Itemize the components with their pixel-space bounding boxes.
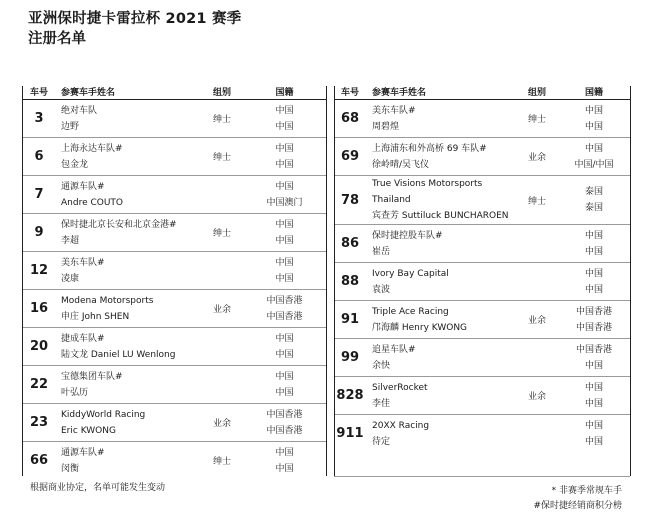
entry-row	[334, 301, 630, 339]
driver-name: 待定	[372, 436, 391, 447]
team-name: 美东车队#	[372, 105, 416, 116]
group-class	[516, 339, 558, 377]
nationality: 中国	[584, 268, 603, 279]
driver-name: 李超	[61, 235, 80, 246]
nationality: 中国	[584, 284, 603, 295]
nationality: 中国	[275, 159, 294, 170]
nationality: 中国香港	[266, 295, 303, 306]
team-driver-cell	[55, 214, 201, 252]
car-number: 6	[23, 138, 55, 176]
nationality-cell	[243, 366, 326, 404]
group-class	[201, 328, 243, 366]
team-name: 通源车队#	[61, 181, 105, 192]
nationality: 中国	[584, 143, 603, 154]
driver-name: 邝海麟 Henry KWONG	[372, 322, 468, 333]
team-driver-cell	[55, 328, 201, 366]
group-class: 绅士	[516, 176, 558, 225]
entry-row	[334, 100, 630, 138]
entry-row	[23, 328, 326, 366]
nationality: 中国	[275, 349, 294, 360]
nationality-cell	[243, 138, 326, 176]
nationality: 中国	[275, 181, 294, 192]
car-number: 16	[23, 290, 55, 328]
frame-line	[334, 476, 630, 477]
nationality: 中国香港	[266, 425, 303, 436]
driver-name: 闵衡	[61, 463, 80, 474]
header-number: 车号	[23, 86, 55, 100]
nationality-cell	[243, 290, 326, 328]
entry-row	[334, 339, 630, 377]
group-class: 绅士	[516, 100, 558, 138]
group-class	[201, 366, 243, 404]
group-class: 绅士	[201, 100, 243, 138]
group-class	[201, 252, 243, 290]
driver-name: 余快	[372, 360, 391, 371]
nationality-cell	[243, 214, 326, 252]
nationality: 中国	[275, 121, 294, 132]
car-number: 78	[334, 176, 366, 225]
nationality: 中国	[275, 143, 294, 154]
car-number: 22	[23, 366, 55, 404]
nationality: 中国	[584, 382, 603, 393]
car-number: 911	[336, 426, 364, 441]
group-class: 绅士	[201, 138, 243, 176]
page-title: 亚洲保时捷卡雷拉杯 2021 赛季	[28, 11, 242, 27]
nationality-cell	[558, 138, 630, 176]
driver-name: 申庄 John SHEN	[61, 311, 130, 322]
nationality-cell	[558, 263, 630, 301]
car-number: 9	[23, 214, 55, 252]
driver-name: 包金龙	[61, 159, 89, 170]
entry-row	[334, 263, 630, 301]
team-name: 上海永达车队#	[61, 143, 123, 154]
group-class	[516, 225, 558, 263]
driver-name: Andre COUTO	[61, 197, 124, 208]
entry-row	[334, 225, 630, 263]
header-team: 参赛车手姓名	[55, 86, 201, 100]
team-name: 美东车队#	[61, 257, 105, 268]
nationality: 中国香港	[575, 344, 612, 355]
header-number: 车号	[334, 86, 366, 100]
car-number: 23	[23, 404, 55, 442]
driver-name: 凌康	[61, 273, 80, 284]
header-team: 参赛车手姓名	[366, 86, 516, 100]
nationality-cell	[558, 377, 630, 415]
nationality: 中国/中国	[574, 159, 614, 170]
nationality: 中国	[275, 387, 294, 398]
nationality: 泰国	[584, 203, 603, 213]
team-name: True Visions Motorsports	[372, 179, 483, 189]
nationality-cell	[243, 176, 326, 214]
group-class: 绅士	[212, 457, 231, 467]
group-class	[201, 176, 243, 214]
car-number: 7	[23, 176, 55, 214]
nationality: 中国香港	[575, 306, 612, 317]
nationality: 中国	[275, 371, 294, 382]
nationality: 中国	[275, 219, 294, 230]
team-driver-cell	[366, 138, 516, 176]
team-driver-cell	[55, 290, 201, 328]
header-nationality: 国籍	[558, 86, 630, 100]
nationality: 中国香港	[266, 311, 303, 322]
entry-row	[23, 366, 326, 404]
header-nationality: 国籍	[243, 86, 326, 100]
header-group: 组别	[201, 86, 243, 100]
driver-name: 周碧煌	[372, 121, 400, 132]
nationality-cell	[243, 404, 326, 442]
team-driver-cell	[366, 225, 516, 263]
entry-row	[23, 176, 326, 214]
entry-row	[334, 377, 630, 415]
team-driver-cell	[366, 339, 516, 377]
team-name: Thailand	[372, 195, 411, 205]
nationality-cell	[558, 339, 630, 377]
entry-row	[334, 176, 630, 225]
nationality: 泰国	[584, 187, 603, 197]
nationality-cell	[558, 415, 630, 453]
team-name: 宝德集团车队#	[61, 371, 123, 382]
frame-line	[326, 86, 327, 476]
team-name: 绝对车队	[61, 105, 98, 116]
team-driver-cell	[366, 176, 516, 225]
header-group: 组别	[516, 86, 558, 100]
car-number: 3	[23, 100, 55, 138]
entry-row	[23, 290, 326, 328]
driver-name: 崔岳	[372, 246, 391, 257]
entry-row	[23, 138, 326, 176]
team-driver-cell	[55, 176, 201, 214]
entry-row	[23, 442, 326, 480]
footnote-dealer-standings: #保时捷经销商积分榜	[533, 501, 622, 511]
team-driver-cell	[366, 263, 516, 301]
group-class	[516, 415, 558, 453]
car-number: 91	[334, 301, 366, 339]
nationality: 中国	[584, 230, 603, 241]
driver-name: Eric KWONG	[61, 425, 116, 436]
entry-table-left	[23, 86, 326, 479]
nationality: 中国	[584, 398, 603, 409]
team-driver-cell	[55, 366, 201, 404]
team-name: 保时捷北京长安和北京金港#	[61, 219, 177, 230]
driver-name: 陆文龙 Daniel LU Wenlong	[61, 349, 176, 360]
frame-line	[22, 86, 23, 476]
team-name: 捷成车队#	[61, 333, 105, 344]
entry-row	[334, 138, 630, 176]
car-number: 828	[334, 377, 366, 415]
team-name: KiddyWorld Racing	[61, 409, 146, 420]
team-name: Ivory Bay Capital	[372, 268, 449, 279]
nationality: 中国	[275, 235, 294, 246]
team-driver-cell	[55, 404, 201, 442]
nationality-cell	[558, 100, 630, 138]
entry-row	[23, 252, 326, 290]
nationality: 中国香港	[266, 409, 303, 420]
group-class: 业余	[516, 138, 558, 176]
nationality-cell	[243, 252, 326, 290]
driver-name: 叶弘历	[61, 387, 89, 398]
driver-name: 边野	[61, 121, 80, 132]
frame-line	[630, 86, 631, 476]
nationality-cell	[243, 442, 326, 480]
group-class: 业余	[516, 301, 558, 339]
nationality: 中国	[584, 360, 603, 371]
car-number: 86	[334, 225, 366, 263]
team-driver-cell	[55, 138, 201, 176]
nationality: 中国	[584, 105, 603, 116]
nationality: 中国	[275, 447, 294, 458]
team-driver-cell	[55, 442, 201, 480]
car-number: 99	[334, 339, 366, 377]
nationality: 中国	[584, 246, 603, 257]
nationality-cell	[243, 100, 326, 138]
nationality: 中国香港	[575, 322, 612, 333]
entry-row	[23, 100, 326, 138]
team-name: 追星车队#	[372, 344, 416, 355]
nationality: 中国	[275, 105, 294, 116]
page-subtitle: 注册名单	[28, 31, 86, 47]
car-number: 66	[29, 453, 49, 468]
nationality-cell	[243, 328, 326, 366]
nationality: 中国	[584, 420, 603, 431]
footnote-left: 根据商业协定，名单可能发生变动	[30, 483, 166, 493]
car-number: 12	[23, 252, 55, 290]
car-number: 20	[23, 328, 55, 366]
team-name: 保时捷控股车队#	[372, 230, 443, 241]
driver-name: 宾查芳 Suttiluck BUNCHAROEN	[372, 211, 509, 221]
driver-name: 徐岭晴/吴飞仪	[372, 159, 430, 170]
car-number: 88	[334, 263, 366, 301]
footnote-non-regular: * 非赛季常规车手	[551, 486, 622, 496]
team-name: 20XX Racing	[372, 420, 430, 431]
team-driver-cell	[55, 252, 201, 290]
team-name: SilverRocket	[372, 382, 428, 393]
driver-name: 李佳	[372, 398, 391, 409]
group-class	[516, 263, 558, 301]
team-name: Triple Ace Racing	[372, 306, 449, 317]
team-driver-cell	[366, 415, 516, 453]
team-name: 通源车队#	[61, 447, 105, 458]
team-driver-cell	[55, 100, 201, 138]
frame-line	[334, 86, 335, 476]
car-number: 69	[334, 138, 366, 176]
group-class: 业余	[201, 290, 243, 328]
nationality-cell	[558, 301, 630, 339]
driver-name: 袁波	[372, 284, 391, 295]
entry-row	[23, 404, 326, 442]
nationality-cell	[558, 176, 630, 225]
entry-row	[23, 214, 326, 252]
group-class: 业余	[516, 377, 558, 415]
team-driver-cell	[366, 301, 516, 339]
nationality: 中国	[584, 436, 603, 447]
car-number: 68	[334, 100, 366, 138]
nationality: 中国澳门	[266, 197, 303, 208]
nationality: 中国	[275, 333, 294, 344]
entry-table-right	[334, 86, 630, 452]
team-name: 上海浦东和外高桥 69 车队#	[372, 143, 487, 154]
group-class: 绅士	[201, 214, 243, 252]
entry-row	[334, 415, 630, 453]
nationality: 中国	[584, 121, 603, 132]
team-name: Modena Motorsports	[61, 295, 154, 306]
nationality: 中国	[275, 273, 294, 284]
team-driver-cell	[366, 377, 516, 415]
nationality: 中国	[275, 257, 294, 268]
group-class: 业余	[201, 404, 243, 442]
team-driver-cell	[366, 100, 516, 138]
nationality-cell	[558, 225, 630, 263]
nationality: 中国	[275, 463, 294, 474]
